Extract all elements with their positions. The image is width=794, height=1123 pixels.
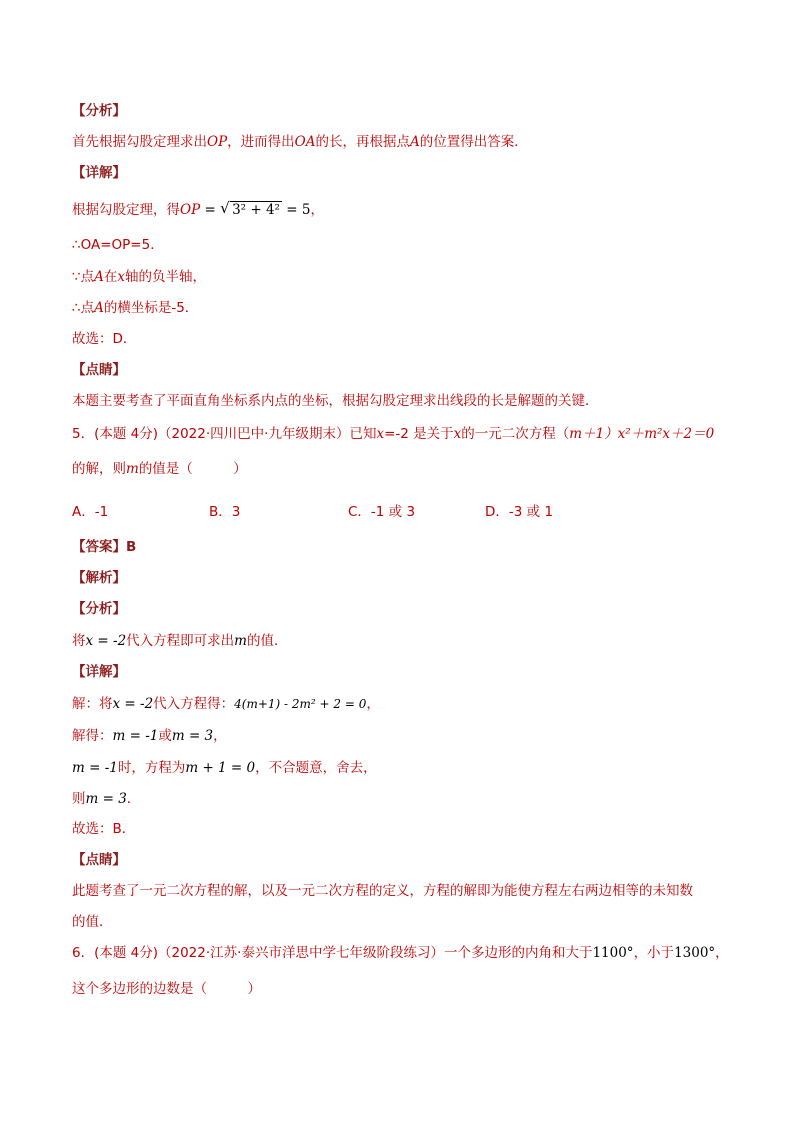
question-6-line-2: 这个多边形的边数是（ ） xyxy=(72,981,261,997)
detail-heading-2: 【详解】 xyxy=(72,664,126,680)
question-5-line-2: 的解，则m的值是（ ） xyxy=(72,461,247,477)
question-5-line-1: 5．(本题 4分)（2022·四川巴中·九年级期末）已知x=-2 是关于x的一元二次方程（m＋1）x²＋m²x＋2＝0 xyxy=(72,426,715,442)
comment-heading-2: 【点睛】 xyxy=(72,852,126,868)
comment-text: 本题主要考查了平面直角坐标系内点的坐标，根据勾股定理求出线段的长是解题的关键． xyxy=(72,393,599,409)
detail-heading: 【详解】 xyxy=(72,165,126,181)
explanation-heading: 【解析】 xyxy=(72,570,126,586)
sqrt-expression: √ 3² + 4² xyxy=(220,199,280,218)
option-d: D．-3 或 1 xyxy=(485,504,554,520)
analysis-text-2: 将x = -2代入方程即可求出m的值． xyxy=(72,633,288,649)
comment2-line-1: 此题考查了一元二次方程的解，以及一元二次方程的定义，方程的解即为能使方程左右两边相等的未知数 xyxy=(72,883,693,899)
detail2-line-2: 解得：m = -1或m = 3， xyxy=(72,728,227,744)
detail2-line-1: 解：将x = -2代入方程得：4(m+1) - 2m² + 2 = 0， xyxy=(72,696,380,712)
analysis-heading: 【分析】 xyxy=(72,103,126,119)
detail-line-3: ∵点A在x轴的负半轴， xyxy=(72,269,206,285)
detail-line-4: ∴点A的横坐标是-5． xyxy=(72,300,199,316)
comment2-line-2: 的值． xyxy=(72,914,113,930)
option-a: A．-1 xyxy=(72,504,109,520)
answer-label: 【答案】B xyxy=(72,539,137,555)
detail-line-5: 故选：D． xyxy=(72,331,137,347)
analysis-text: 首先根据勾股定理求出OP，进而得出OA的长，再根据点A的位置得出答案． xyxy=(72,134,528,150)
detail-line-1: 根据勾股定理，得OP = √ 3² + 4² = 5， xyxy=(72,199,324,218)
analysis-heading-2: 【分析】 xyxy=(72,601,126,617)
question-6-line-1: 6．(本题 4分)（2022·江苏·泰兴市洋思中学七年级阶段练习）一个多边形的内角和大于1100°，小于1300°， xyxy=(72,945,729,961)
detail2-line-3: m = -1时，方程为m + 1 = 0，不合题意，舍去， xyxy=(72,760,377,776)
option-b: B．3 xyxy=(209,504,241,520)
detail2-line-4: 则m = 3． xyxy=(72,791,141,807)
detail-line-2: ∴OA=OP=5． xyxy=(72,237,164,253)
comment-heading: 【点睛】 xyxy=(72,362,126,378)
detail2-line-5: 故选：B． xyxy=(72,821,136,837)
option-c: C．-1 或 3 xyxy=(348,504,416,520)
